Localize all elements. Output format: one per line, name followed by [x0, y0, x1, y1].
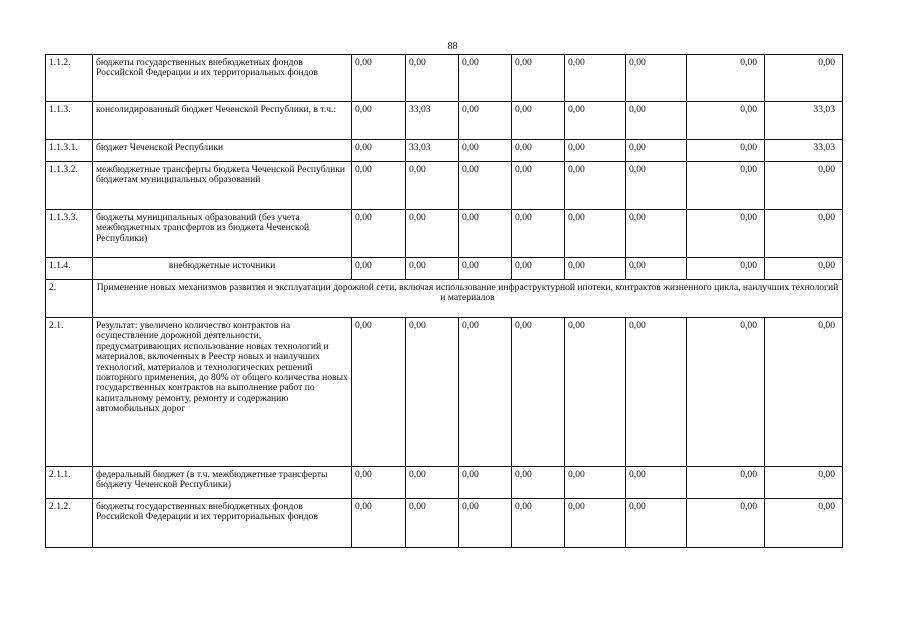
value-cell: 0,00: [626, 499, 687, 548]
row-code: 2.1.: [46, 318, 93, 467]
value-cell: 0,00: [512, 55, 565, 102]
value-cell: 0,00: [687, 102, 765, 140]
table-row: [46, 210, 843, 258]
row-name: бюджеты муниципальных образований (без учета межбюджетных трансфертов из бюджета Чеченской Республики): [93, 210, 352, 258]
value-cell: 0,00: [352, 467, 406, 499]
value-cell: 0,00: [626, 467, 687, 499]
value-cell: 0,00: [565, 55, 626, 102]
value-cell: 0,00: [565, 140, 626, 162]
value-cell: 0,00: [687, 467, 765, 499]
section-title: Применение новых механизмов развития и эксплуатации дорожной сети, включая использование инфраструктурной ипотеки, контрактов жизненного цикла, наилучших технологий и материалов: [93, 280, 843, 318]
value-cell: 0,00: [459, 258, 512, 280]
value-cell: 33,03: [406, 102, 459, 140]
value-cell: 0,00: [459, 499, 512, 548]
value-cell: 0,00: [626, 318, 687, 467]
row-name: бюджеты государственных внебюджетных фондов Российской Федерации и их территориальных фондов: [93, 55, 352, 102]
value-cell: 0,00: [459, 55, 512, 102]
value-cell: 0,00: [565, 499, 626, 548]
value-cell: 0,00: [352, 210, 406, 258]
value-cell: 0,00: [352, 140, 406, 162]
value-cell: 0,00: [565, 102, 626, 140]
row-code: 1.1.3.3.: [46, 210, 93, 258]
row-code: 2.1.1.: [46, 467, 93, 499]
value-cell: 0,00: [512, 162, 565, 210]
value-cell: 33,03: [406, 140, 459, 162]
value-cell: 0,00: [687, 140, 765, 162]
section-row: [46, 280, 843, 318]
value-cell: 0,00: [687, 210, 765, 258]
row-name: Результат: увеличено количество контрактов на осуществление дорожной деятельности, предусматривающих использование новых технологий и материалов, включенных в Реестр новых и наилучших технологий, материалов и технологических решений повторного применения, до 80% от общего количества новых государственных контрактов на выполнение работ по капитальному ремонту, ремонту и содержанию автомобильных дорог: [93, 318, 352, 467]
value-cell: 0,00: [765, 55, 843, 102]
value-cell: 0,00: [406, 467, 459, 499]
row-code: 1.1.3.1.: [46, 140, 93, 162]
section-code: 2.: [46, 280, 93, 318]
value-cell: 0,00: [459, 140, 512, 162]
value-cell: 0,00: [459, 162, 512, 210]
value-cell: 0,00: [406, 499, 459, 548]
row-code: 1.1.4.: [46, 258, 93, 280]
table-row: [46, 499, 843, 548]
value-cell: 0,00: [626, 210, 687, 258]
value-cell: 0,00: [626, 102, 687, 140]
value-cell: 0,00: [565, 162, 626, 210]
row-code: 2.1.2.: [46, 499, 93, 548]
value-cell: 0,00: [512, 210, 565, 258]
row-code: 1.1.3.2.: [46, 162, 93, 210]
value-cell: 0,00: [512, 140, 565, 162]
row-code: 1.1.2.: [46, 55, 93, 102]
value-cell: 0,00: [459, 318, 512, 467]
row-name: межбюджетные трансферты бюджета Чеченской Республики бюджетам муниципальных образований: [93, 162, 352, 210]
value-cell: 0,00: [687, 318, 765, 467]
value-cell: 0,00: [765, 499, 843, 548]
value-cell: 0,00: [512, 318, 565, 467]
table-row: [46, 162, 843, 210]
value-cell: 0,00: [352, 499, 406, 548]
value-cell: 0,00: [352, 102, 406, 140]
value-cell: 33,03: [765, 140, 843, 162]
value-cell: 0,00: [352, 258, 406, 280]
value-cell: 0,00: [352, 162, 406, 210]
value-cell: 0,00: [352, 318, 406, 467]
value-cell: 0,00: [512, 499, 565, 548]
value-cell: 0,00: [765, 258, 843, 280]
value-cell: 0,00: [459, 102, 512, 140]
table-row: [46, 140, 843, 162]
value-cell: 0,00: [626, 55, 687, 102]
value-cell: 0,00: [765, 318, 843, 467]
value-cell: 0,00: [687, 258, 765, 280]
row-name: бюджеты государственных внебюджетных фондов Российской Федерации и их территориальных фондов: [93, 499, 352, 548]
value-cell: 0,00: [406, 55, 459, 102]
table-row: [46, 102, 843, 140]
value-cell: 0,00: [459, 210, 512, 258]
value-cell: 0,00: [459, 467, 512, 499]
value-cell: 0,00: [687, 162, 765, 210]
table-row: [46, 318, 843, 467]
value-cell: 0,00: [687, 499, 765, 548]
value-cell: 0,00: [626, 140, 687, 162]
budget-table: [45, 54, 843, 548]
value-cell: 0,00: [406, 210, 459, 258]
value-cell: 0,00: [406, 318, 459, 467]
value-cell: 0,00: [687, 55, 765, 102]
table-row: [46, 55, 843, 102]
table-row: [46, 467, 843, 499]
row-name: федеральный бюджет (в т.ч. межбюджетные трансферты бюджету Чеченской Республики): [93, 467, 352, 499]
value-cell: 0,00: [565, 467, 626, 499]
value-cell: 33,03: [765, 102, 843, 140]
page-number: 88: [447, 41, 458, 52]
value-cell: 0,00: [406, 162, 459, 210]
value-cell: 0,00: [565, 210, 626, 258]
value-cell: 0,00: [565, 258, 626, 280]
value-cell: 0,00: [406, 258, 459, 280]
value-cell: 0,00: [626, 162, 687, 210]
value-cell: 0,00: [765, 162, 843, 210]
value-cell: 0,00: [765, 210, 843, 258]
value-cell: 0,00: [352, 55, 406, 102]
row-name: бюджет Чеченской Республики: [93, 140, 352, 162]
value-cell: 0,00: [512, 102, 565, 140]
row-name: консолидированный бюджет Чеченской Республики, в т.ч.:: [93, 102, 352, 140]
table-row: [46, 258, 843, 280]
value-cell: 0,00: [765, 467, 843, 499]
row-name: внебюджетные источники: [93, 258, 352, 280]
row-code: 1.1.3.: [46, 102, 93, 140]
value-cell: 0,00: [565, 318, 626, 467]
value-cell: 0,00: [512, 258, 565, 280]
value-cell: 0,00: [626, 258, 687, 280]
value-cell: 0,00: [512, 467, 565, 499]
